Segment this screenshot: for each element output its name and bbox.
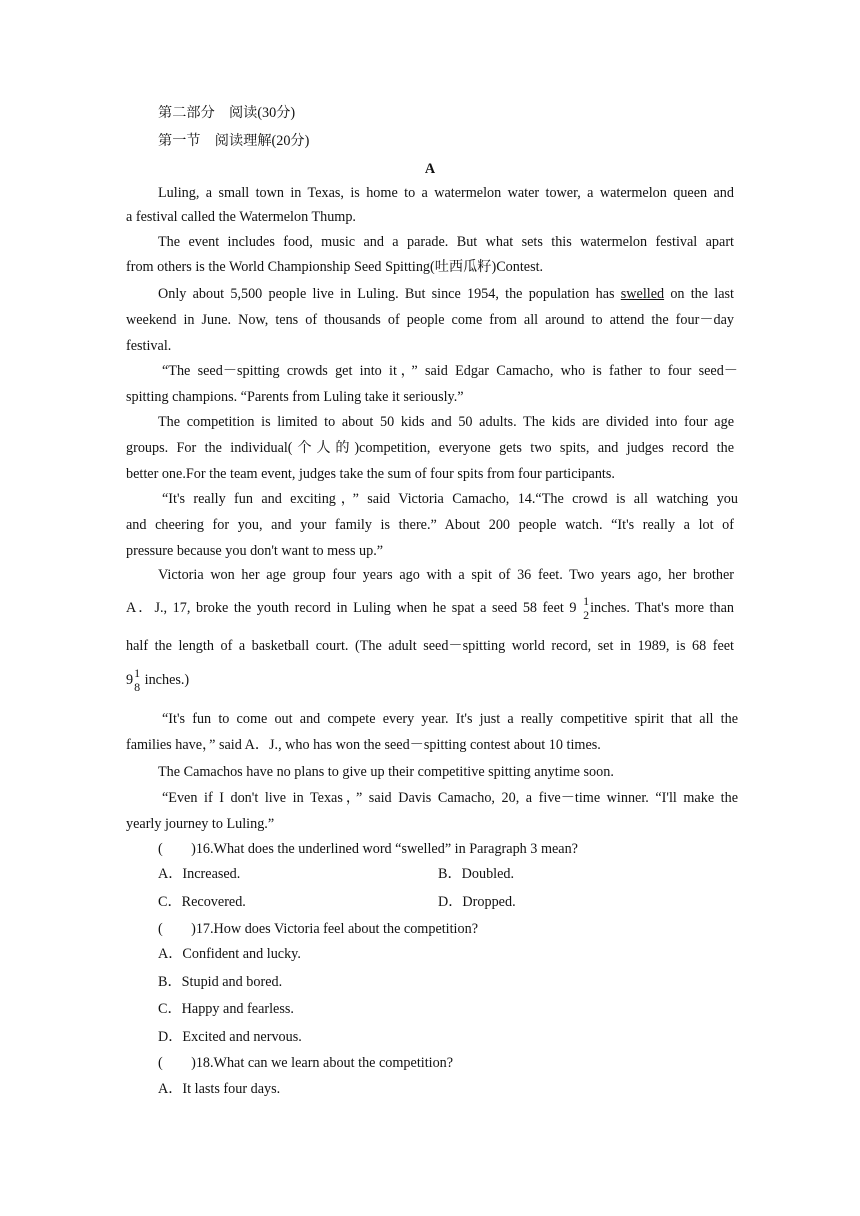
paragraph-9-line: The Camachos have no plans to give up their competitive spitting anytime soon. xyxy=(158,764,614,780)
paragraph-10-line: yearly journey to Luling.” xyxy=(126,816,275,832)
paragraph-2-line: The event includes food, music and a parade. But what sets this watermelon festival apart xyxy=(158,234,734,250)
question-16-option-b: B．Doubled. xyxy=(438,866,515,882)
paragraph-7-line: half the length of a basketball court. (The adult seed－spitting world record, set in 1989, is 68 feet xyxy=(126,638,734,654)
paragraph-10-line: “Even if I don't live in Texas，” said Davis Camacho, 20, a five－time winner. “I'll make the xyxy=(162,790,738,806)
question-16: ( )16.What does the underlined word “swelled” in Paragraph 3 mean? xyxy=(158,841,578,857)
paragraph-5-line: groups. For the individual(个人的)competition, everyone gets two spits, and judges record the xyxy=(126,440,734,456)
question-18-option-a: A．It lasts four days. xyxy=(158,1081,281,1097)
paragraph-4-line: spitting champions. “Parents from Luling take it seriously.” xyxy=(126,389,464,405)
section-heading: 第一节 阅读理解(20分) xyxy=(158,133,310,149)
paragraph-6-line: “It's really fun and exciting，” said Victoria Camacho, 14.“The crowd is all watching you xyxy=(162,491,738,507)
question-17-option-b: B．Stupid and bored. xyxy=(158,974,283,990)
paragraph-7-line: 9 1 8 inches.) xyxy=(126,666,190,695)
paragraph-4-line: “The seed－spitting crowds get into it，” said Edgar Camacho, who is father to four seed－ xyxy=(162,363,738,379)
paragraph-3-line: Only about 5,500 people live in Luling. But since 1954, the population has swelled on the last xyxy=(158,286,734,302)
question-17-option-a: A．Confident and lucky. xyxy=(158,946,301,962)
paragraph-7-line: A．J., 17, broke the youth record in Luling when he spat a seed 58 feet 9 1 2 inches. That's more than xyxy=(126,594,734,623)
paragraph-7-line: Victoria won her age group four years ago with a spit of 36 feet. Two years ago, her brother xyxy=(158,567,734,583)
paragraph-8-line: families have，” said A．J., who has won the seed－spitting contest about 10 times. xyxy=(126,737,601,753)
question-18: ( )18.What can we learn about the competition? xyxy=(158,1055,454,1071)
fraction-one-eighth: 1 8 xyxy=(134,666,141,695)
paragraph-2-line: from others is the World Championship Seed Spitting(吐西瓜籽)Contest. xyxy=(126,259,544,275)
question-16-option-a: A．Increased. xyxy=(158,866,241,882)
part-heading: 第二部分 阅读(30分) xyxy=(158,105,296,121)
paragraph-5-line: The competition is limited to about 50 kids and 50 adults. The kids are divided into four age xyxy=(158,414,734,430)
paragraph-6-line: pressure because you don't want to mess up.” xyxy=(126,543,384,559)
question-16-option-c: C．Recovered. xyxy=(158,894,246,910)
paragraph-5-line: better one.For the team event, judges take the sum of four spits from four participants. xyxy=(126,466,615,482)
question-17: ( )17.How does Victoria feel about the competition? xyxy=(158,921,478,937)
fraction-one-half: 1 2 xyxy=(583,594,590,623)
paragraph-1-line: a festival called the Watermelon Thump. xyxy=(126,209,356,225)
paragraph-3-line: festival. xyxy=(126,338,172,354)
underlined-word-swelled: swelled xyxy=(620,286,665,302)
paragraph-3-line: weekend in June. Now, tens of thousands of people come from all around to attend the four－day xyxy=(126,312,734,328)
question-16-option-d: D．Dropped. xyxy=(438,894,516,910)
passage-letter: A xyxy=(424,161,436,177)
question-17-option-d: D．Excited and nervous. xyxy=(158,1029,302,1045)
paragraph-8-line: “It's fun to come out and compete every year. It's just a really competitive spirit that all the xyxy=(162,711,738,727)
question-17-option-c: C．Happy and fearless. xyxy=(158,1001,294,1017)
paragraph-1-line: Luling, a small town in Texas, is home to a watermelon water tower, a watermelon queen and xyxy=(158,185,734,201)
paragraph-6-line: and cheering for you, and your family is there.” About 200 people watch. “It's really a lot of xyxy=(126,517,734,533)
